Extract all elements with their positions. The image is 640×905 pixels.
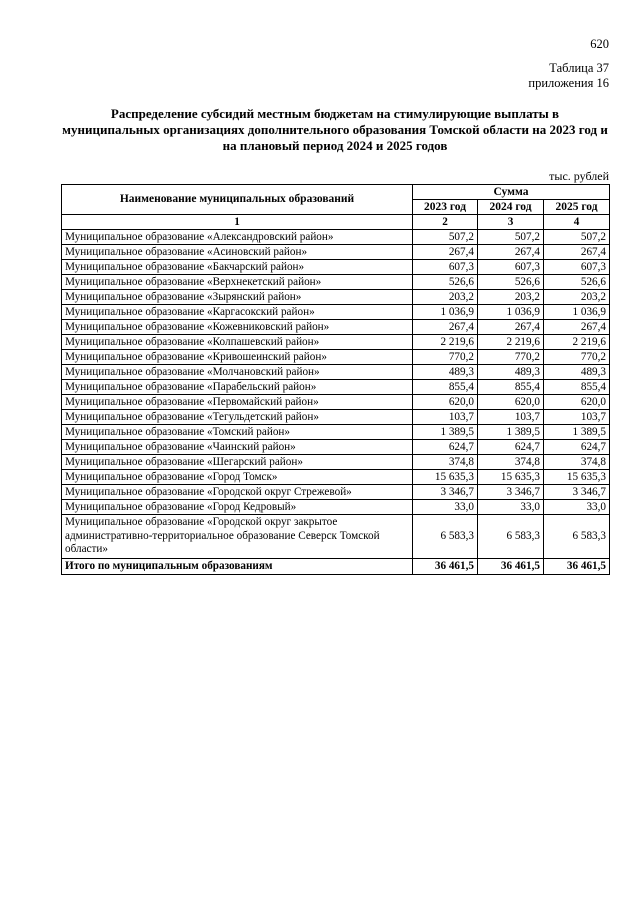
table-row: [62, 305, 610, 320]
header-sum: Сумма: [413, 185, 610, 200]
table-reference: [528, 61, 609, 91]
value-2025: 267,4: [544, 320, 610, 335]
value-2025: 33,0: [544, 500, 610, 515]
municipality-name: Муниципальное образование «Город Кедровый»: [62, 500, 413, 515]
value-2023: 267,4: [413, 245, 478, 260]
municipality-name: Муниципальное образование «Колпашевский район»: [62, 335, 413, 350]
subsidy-table: [61, 184, 610, 575]
municipality-name: Муниципальное образование «Асиновский район»: [62, 245, 413, 260]
value-2024: 374,8: [478, 455, 544, 470]
value-2023: 855,4: [413, 380, 478, 395]
municipality-name: Муниципальное образование «Верхнекетский район»: [62, 275, 413, 290]
value-2024: 507,2: [478, 230, 544, 245]
municipality-name: Муниципальное образование «Город Томск»: [62, 470, 413, 485]
value-2023: 1 036,9: [413, 305, 478, 320]
value-2024: 15 635,3: [478, 470, 544, 485]
table-row: [62, 500, 610, 515]
value-2025: 489,3: [544, 365, 610, 380]
value-2024: 1 036,9: [478, 305, 544, 320]
value-2024: 6 583,3: [478, 515, 544, 559]
value-2023: 770,2: [413, 350, 478, 365]
value-2025: 6 583,3: [544, 515, 610, 559]
municipality-name: Муниципальное образование «Тегульдетский район»: [62, 410, 413, 425]
value-2023: 267,4: [413, 320, 478, 335]
table-row: [62, 365, 610, 380]
value-2025: 203,2: [544, 290, 610, 305]
column-number: 4: [544, 215, 610, 230]
value-2025: 2 219,6: [544, 335, 610, 350]
value-2023: 203,2: [413, 290, 478, 305]
table-reference-line1: Таблица 37: [549, 61, 609, 75]
column-number: 1: [62, 215, 413, 230]
value-2024: 267,4: [478, 320, 544, 335]
value-2023: 3 346,7: [413, 485, 478, 500]
total-2024: 36 461,5: [478, 559, 544, 575]
value-2025: 267,4: [544, 245, 610, 260]
value-2025: 620,0: [544, 395, 610, 410]
value-2024: 770,2: [478, 350, 544, 365]
value-2023: 103,7: [413, 410, 478, 425]
value-2023: 6 583,3: [413, 515, 478, 559]
value-2023: 526,6: [413, 275, 478, 290]
value-2023: 620,0: [413, 395, 478, 410]
municipality-name: Муниципальное образование «Томский район»: [62, 425, 413, 440]
table-row: [62, 395, 610, 410]
table-row: [62, 275, 610, 290]
value-2024: 33,0: [478, 500, 544, 515]
table-row: [62, 350, 610, 365]
value-2025: 607,3: [544, 260, 610, 275]
table-row: [62, 290, 610, 305]
table-row: [62, 245, 610, 260]
value-2025: 507,2: [544, 230, 610, 245]
table-body: [62, 230, 610, 559]
value-2023: 15 635,3: [413, 470, 478, 485]
value-2023: 507,2: [413, 230, 478, 245]
document-title: Распределение субсидий местным бюджетам на стимулирующие выплаты в муниципальных организациях дополнительного образования Томской области на 2023 год и на плановый период 2024 и 2025 годов: [62, 106, 608, 153]
value-2024: 103,7: [478, 410, 544, 425]
table-row: [62, 320, 610, 335]
value-2023: 624,7: [413, 440, 478, 455]
total-2023: 36 461,5: [413, 559, 478, 575]
column-number: 3: [478, 215, 544, 230]
table-row: [62, 230, 610, 245]
value-2025: 770,2: [544, 350, 610, 365]
municipality-name: Муниципальное образование «Шегарский район»: [62, 455, 413, 470]
table-row: [62, 380, 610, 395]
table-row: [62, 260, 610, 275]
value-2023: 1 389,5: [413, 425, 478, 440]
municipality-name: Муниципальное образование «Кривошеинский район»: [62, 350, 413, 365]
municipality-name: Муниципальное образование «Бакчарский район»: [62, 260, 413, 275]
table-row: [62, 410, 610, 425]
value-2025: 855,4: [544, 380, 610, 395]
municipality-name: Муниципальное образование «Молчановский район»: [62, 365, 413, 380]
municipality-name: Муниципальное образование «Александровский район»: [62, 230, 413, 245]
table-row: [62, 515, 610, 559]
value-2025: 1 389,5: [544, 425, 610, 440]
value-2024: 620,0: [478, 395, 544, 410]
value-2025: 103,7: [544, 410, 610, 425]
value-2025: 526,6: [544, 275, 610, 290]
value-2024: 1 389,5: [478, 425, 544, 440]
value-2024: 607,3: [478, 260, 544, 275]
value-2024: 203,2: [478, 290, 544, 305]
value-2023: 607,3: [413, 260, 478, 275]
value-2023: 374,8: [413, 455, 478, 470]
value-2025: 1 036,9: [544, 305, 610, 320]
header-name: Наименование муниципальных образований: [62, 185, 413, 215]
header-year-2023: 2023 год: [413, 200, 478, 215]
column-number: 2: [413, 215, 478, 230]
municipality-name: Муниципальное образование «Зырянский район»: [62, 290, 413, 305]
table-row: [62, 425, 610, 440]
table-reference-line2: приложения 16: [528, 76, 609, 90]
header-year-2025: 2025 год: [544, 200, 610, 215]
value-2025: 15 635,3: [544, 470, 610, 485]
table-row: [62, 335, 610, 350]
value-2023: 489,3: [413, 365, 478, 380]
header-year-2024: 2024 год: [478, 200, 544, 215]
value-2025: 3 346,7: [544, 485, 610, 500]
value-2025: 624,7: [544, 440, 610, 455]
value-2023: 2 219,6: [413, 335, 478, 350]
page-number: 620: [590, 37, 609, 51]
total-row: [62, 559, 610, 575]
value-2024: 489,3: [478, 365, 544, 380]
municipality-name: Муниципальное образование «Первомайский район»: [62, 395, 413, 410]
value-2024: 624,7: [478, 440, 544, 455]
value-2024: 267,4: [478, 245, 544, 260]
municipality-name: Муниципальное образование «Городской округ Стрежевой»: [62, 485, 413, 500]
value-2024: 526,6: [478, 275, 544, 290]
value-2024: 855,4: [478, 380, 544, 395]
value-2023: 33,0: [413, 500, 478, 515]
municipality-name: Муниципальное образование «Каргасокский район»: [62, 305, 413, 320]
value-2024: 3 346,7: [478, 485, 544, 500]
municipality-name: Муниципальное образование «Чаинский район»: [62, 440, 413, 455]
municipality-name: Муниципальное образование «Парабельский район»: [62, 380, 413, 395]
municipality-name: Муниципальное образование «Городской округ закрытое административно-территориальное образование Северск Томской области»: [62, 515, 413, 559]
total-2025: 36 461,5: [544, 559, 610, 575]
table-row: [62, 470, 610, 485]
municipality-name: Муниципальное образование «Кожевниковский район»: [62, 320, 413, 335]
units-label: тыс. рублей: [549, 169, 609, 183]
value-2024: 2 219,6: [478, 335, 544, 350]
table-row: [62, 455, 610, 470]
table-row: [62, 440, 610, 455]
table-row: [62, 485, 610, 500]
total-label: Итого по муниципальным образованиям: [62, 559, 413, 575]
value-2025: 374,8: [544, 455, 610, 470]
